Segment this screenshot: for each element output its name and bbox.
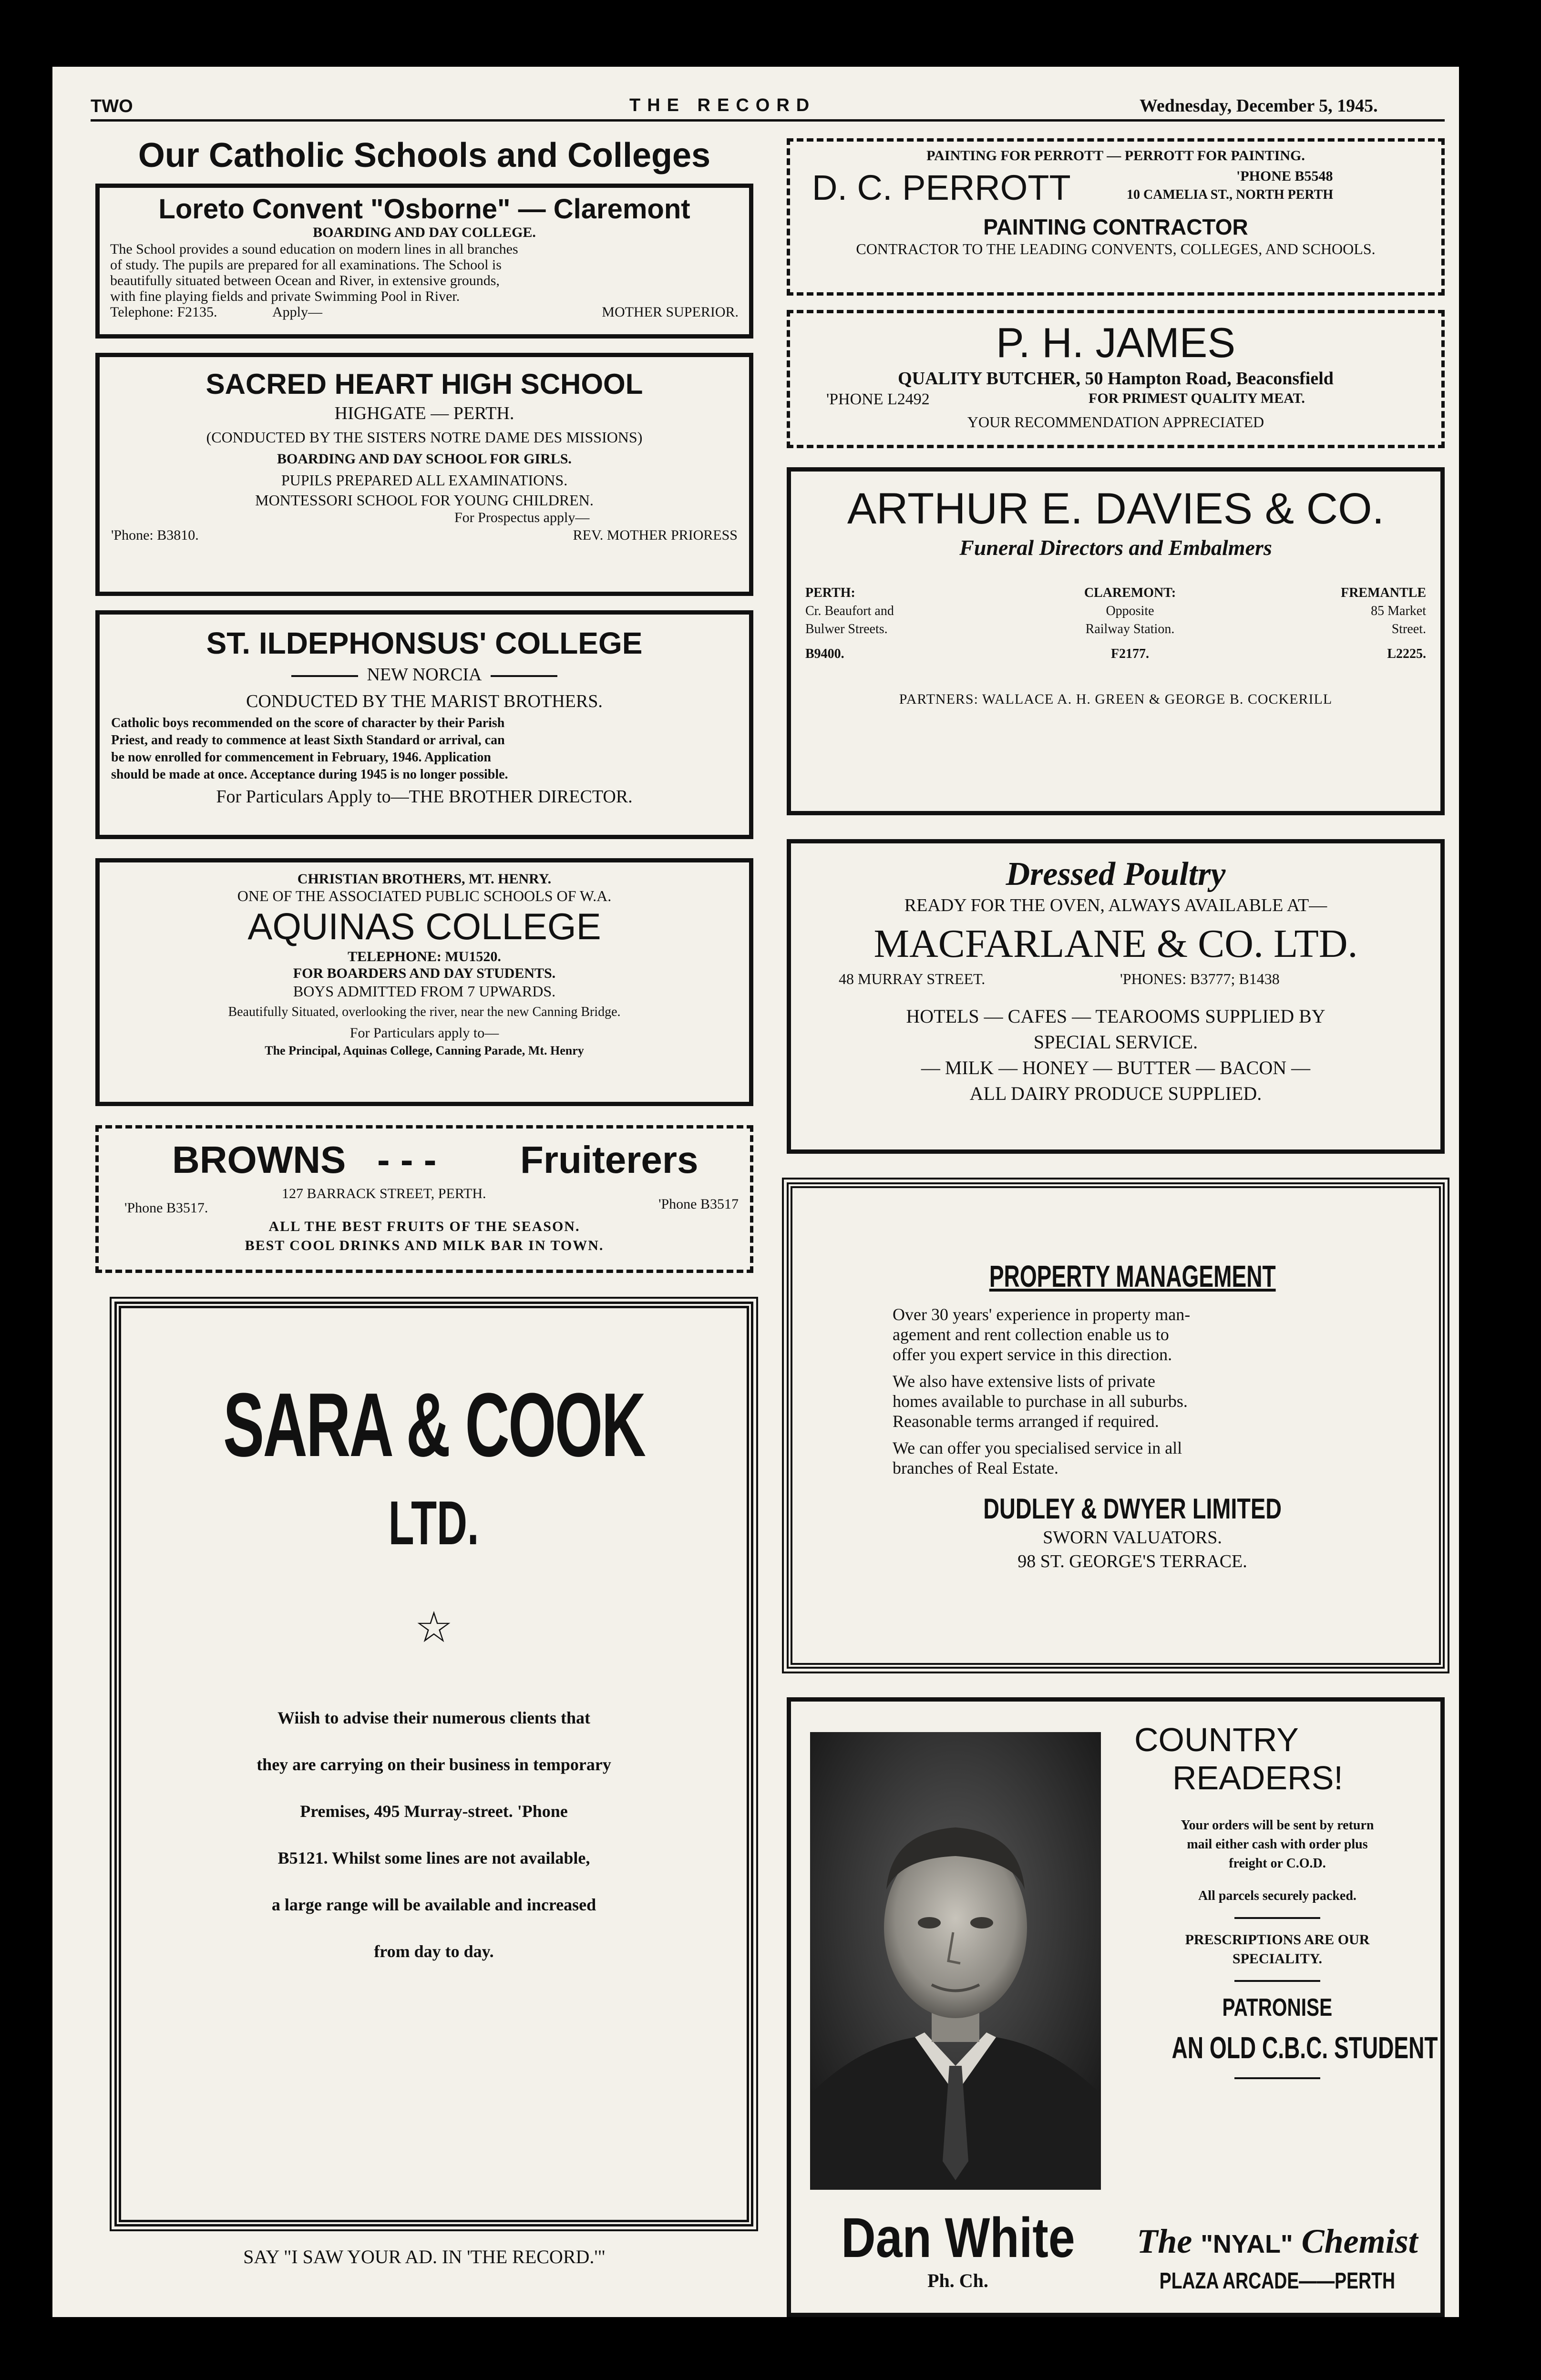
chemist-patronise-wrap xyxy=(1120,1993,1435,2022)
perrott-body: CONTRACTOR TO THE LEADING CONVENTS, COLLEGES, AND SCHOOLS. xyxy=(856,240,1376,257)
nyal-the: The xyxy=(1137,2222,1192,2260)
browns-address: 127 BARRACK STREET, PERTH. xyxy=(282,1186,486,1201)
aquinas-ad xyxy=(95,858,753,1106)
sara-cook-name-wrap xyxy=(121,1375,747,1480)
property-company xyxy=(893,1492,1372,1526)
divider xyxy=(1234,1917,1320,1919)
browns-ad xyxy=(95,1125,753,1273)
branch-address: Opposite xyxy=(1106,604,1154,618)
branch-name: PERTH: xyxy=(805,585,855,600)
property-title-text: PROPERTY MANAGEMENT xyxy=(989,1259,1276,1293)
loreto-body xyxy=(110,241,739,304)
davies-branch-fremantle xyxy=(1312,584,1426,663)
newspaper-page xyxy=(52,67,1459,2317)
property-line: agement and rent collection enable us to xyxy=(893,1325,1169,1344)
chemist-name-wrap xyxy=(805,2207,1110,2269)
sacred-heart-ad xyxy=(95,353,753,596)
chemist-name-block xyxy=(805,2207,1110,2293)
schools-heading: Our Catholic Schools and Colleges xyxy=(138,136,711,174)
chemist-country: COUNTRY xyxy=(1134,1721,1299,1758)
prescriptions-line: SPECIALITY. xyxy=(1232,1951,1323,1967)
loreto-line: beautifully situated between Ocean and River, in extensive grounds, xyxy=(110,273,500,288)
nyal-block xyxy=(1120,2221,1435,2296)
chemist-qual: Ph. Ch. xyxy=(927,2270,988,2291)
loreto-line: with fine playing fields and private Swimming Pool in River. xyxy=(110,288,460,304)
property-line: We can offer you specialised service in all xyxy=(893,1438,1182,1457)
ildephonsus-title: ST. ILDEPHONSUS' COLLEGE xyxy=(206,626,643,660)
sara-cook-text xyxy=(121,1675,747,1975)
branch-address: Bulwer Streets. xyxy=(805,622,888,636)
chemist-copy xyxy=(1120,1721,1438,2091)
perrott-top: PAINTING FOR PERROTT — PERROTT FOR PAINTING. xyxy=(926,148,1305,164)
ildephonsus-conducted: CONDUCTED BY THE MARIST BROTHERS. xyxy=(246,691,603,711)
chemist-name: Dan White xyxy=(841,2206,1075,2269)
aquinas-apply: For Particulars apply to— xyxy=(349,1025,499,1041)
sara-cook-line: a large range will be available and increased xyxy=(271,1895,596,1914)
sara-cook-line: B5121. Whilst some lines are not available, xyxy=(277,1848,590,1867)
sacred-heart-montessori: MONTESSORI SCHOOL FOR YOUNG CHILDREN. xyxy=(255,492,594,509)
poultry-special: SPECIAL SERVICE. xyxy=(1033,1031,1198,1053)
divider xyxy=(1234,2077,1320,2079)
branch-name: FREMANTLE xyxy=(1341,585,1426,600)
aquinas-boys: BOYS ADMITTED FROM 7 UPWARDS. xyxy=(293,983,556,1000)
loreto-apply: Apply— xyxy=(272,304,322,320)
aquinas-phone: TELEPHONE: MU1520. xyxy=(348,949,501,964)
james-line1: QUALITY BUTCHER, 50 Hampton Road, Beaconsfield xyxy=(898,369,1334,389)
property-para1 xyxy=(893,1304,1372,1364)
dash-rule xyxy=(491,675,557,677)
footer-slogan: SAY "I SAW YOUR AD. IN 'THE RECORD.'" xyxy=(243,2246,606,2267)
property-para2 xyxy=(893,1371,1372,1431)
portrait-photo xyxy=(810,1732,1101,2190)
perrott-trade: PAINTING CONTRACTOR xyxy=(983,215,1248,239)
sacred-heart-location: HIGHGATE — PERTH. xyxy=(334,403,514,423)
loreto-ad xyxy=(95,184,753,339)
loreto-phone: Telephone: F2135. xyxy=(110,304,217,320)
perrott-address: 10 CAMELIA ST., NORTH PERTH xyxy=(1127,187,1334,202)
davies-subtitle: Funeral Directors and Embalmers xyxy=(959,535,1272,560)
property-line: branches of Real Estate. xyxy=(893,1458,1058,1477)
property-ad xyxy=(787,1182,1445,1669)
james-name: P. H. JAMES xyxy=(996,319,1236,366)
poultry-milk: — MILK — HONEY — BUTTER — BACON — xyxy=(921,1057,1311,1078)
sacred-heart-pupils: PUPILS PREPARED ALL EXAMINATIONS. xyxy=(281,472,568,489)
star-icon: ☆ xyxy=(414,1602,453,1652)
nyal-line xyxy=(1120,2221,1435,2264)
property-line: Reasonable terms arranged if required. xyxy=(893,1412,1159,1431)
james-prime: FOR PRIMEST QUALITY MEAT. xyxy=(1089,390,1305,406)
aquinas-brothers: CHRISTIAN BROTHERS, MT. HENRY. xyxy=(297,871,552,887)
ildephonsus-line: should be made at once. Acceptance during 1945 is no longer possible. xyxy=(111,767,508,782)
branch-address: Railway Station. xyxy=(1085,622,1175,636)
poultry-dairy: ALL DAIRY PRODUCE SUPPLIED. xyxy=(969,1083,1262,1104)
chemist-student: AN OLD C.B.C. STUDENT xyxy=(1171,2031,1438,2065)
poultry-hotels: HOTELS — CAFES — TEAROOMS SUPPLIED BY xyxy=(906,1005,1325,1027)
sacred-heart-prospectus: For Prospectus apply— xyxy=(454,510,590,525)
aquinas-situated: Beautifully Situated, overlooking the river, near the new Canning Bridge. xyxy=(228,1005,621,1019)
aquinas-principal: The Principal, Aquinas College, Canning Parade, Mt. Henry xyxy=(265,1044,584,1057)
james-phone: 'PHONE L2492 xyxy=(826,390,930,408)
nyal-address: PLAZA ARCADE——PERTH xyxy=(1159,2268,1396,2294)
perrott-name: D. C. PERROTT xyxy=(812,168,1071,207)
property-valuators: SWORN VALUATORS. xyxy=(1043,1528,1222,1548)
browns-line1: ALL THE BEST FRUITS OF THE SEASON. xyxy=(268,1219,580,1234)
sara-cook-line: they are carrying on their business in temporary xyxy=(257,1755,611,1774)
poultry-ad xyxy=(787,839,1445,1154)
chemist-prescriptions xyxy=(1120,1930,1435,1969)
sacred-heart-type: BOARDING AND DAY SCHOOL FOR GIRLS. xyxy=(277,451,572,467)
ildephonsus-apply: For Particulars Apply to—THE BROTHER DIRECTOR. xyxy=(216,787,633,807)
branch-address: Cr. Beaufort and xyxy=(805,604,894,618)
prescriptions-line: PRESCRIPTIONS ARE OUR xyxy=(1185,1932,1370,1948)
poultry-company: MACFARLANE & CO. LTD. xyxy=(873,922,1358,966)
property-line: homes available to purchase in all suburbs. xyxy=(893,1392,1188,1411)
poultry-street: 48 MURRAY STREET. xyxy=(839,970,986,987)
chemist-ad xyxy=(787,1697,1445,2317)
property-line: Over 30 years' experience in property man- xyxy=(893,1305,1191,1324)
sacred-heart-title: SACRED HEART HIGH SCHOOL xyxy=(205,368,643,400)
chemist-patronise: PATRONISE xyxy=(1222,1994,1333,2021)
nyal-brand: "NYAL" xyxy=(1201,2230,1293,2258)
sara-cook-name: SARA & COOK xyxy=(223,1375,645,1476)
aquinas-boarders: FOR BOARDERS AND DAY STUDENTS. xyxy=(293,965,556,981)
chemist-readers: READERS! xyxy=(1172,1759,1343,1796)
perrott-phone: 'PHONE B5548 xyxy=(1236,168,1333,184)
dash-rule xyxy=(291,675,358,677)
page-number: TWO xyxy=(91,96,133,116)
property-line: We also have extensive lists of private xyxy=(893,1372,1155,1391)
branch-phone: B9400. xyxy=(805,646,844,661)
james-ad xyxy=(787,310,1445,448)
browns-name: BROWNS xyxy=(172,1139,346,1181)
branch-phone: F2177. xyxy=(1110,646,1150,661)
davies-branches xyxy=(805,584,1426,663)
poultry-ready: READY FOR THE OVEN, ALWAYS AVAILABLE AT— xyxy=(904,895,1327,915)
james-line3: YOUR RECOMMENDATION APPRECIATED xyxy=(967,413,1264,431)
orders-line: freight or C.O.D. xyxy=(1229,1856,1326,1871)
davies-ad xyxy=(787,467,1445,815)
loreto-signature: MOTHER SUPERIOR. xyxy=(602,304,739,320)
loreto-line: The School provides a sound education on modern lines in all branches xyxy=(110,241,518,257)
browns-phone-left: 'Phone B3517. xyxy=(124,1200,208,1216)
orders-line: Your orders will be sent by return xyxy=(1181,1818,1374,1833)
nyal-chemist: Chemist xyxy=(1301,2222,1418,2260)
branch-address: 85 Market xyxy=(1371,604,1426,618)
sara-cook-line: Wiish to advise their numerous clients that xyxy=(277,1708,591,1727)
davies-branch-perth xyxy=(805,584,948,663)
chemist-orders xyxy=(1120,1816,1435,1873)
sacred-heart-conducted: (CONDUCTED BY THE SISTERS NOTRE DAME DES MISSIONS) xyxy=(206,429,643,446)
property-company-text: DUDLEY & DWYER LIMITED xyxy=(983,1493,1282,1525)
sara-cook-ad xyxy=(114,1302,753,2226)
sara-cook-ltd: LTD. xyxy=(389,1488,479,1558)
sara-cook-line: Premises, 495 Murray-street. 'Phone xyxy=(300,1802,568,1821)
poultry-title: Dressed Poultry xyxy=(1006,856,1226,892)
ildephonsus-line: Priest, and ready to commence at least Sixth Standard or arrival, can xyxy=(111,733,505,748)
browns-dots: - - - xyxy=(377,1139,437,1181)
sacred-heart-signature: REV. MOTHER PRIORESS xyxy=(573,527,738,543)
branch-name: CLAREMONT: xyxy=(1084,585,1176,600)
ildephonsus-line: be now enrolled for commencement in February, 1946. Application xyxy=(111,750,491,765)
sara-cook-ltd-wrap xyxy=(121,1480,747,1580)
perrott-ad xyxy=(787,138,1445,296)
man-portrait-image xyxy=(810,1732,1101,2190)
ildephonsus-location: NEW NORCIA xyxy=(367,665,482,685)
ildephonsus-body xyxy=(111,715,738,783)
ildephonsus-line: Catholic boys recommended on the score of character by their Parish xyxy=(111,716,505,730)
branch-address: Street. xyxy=(1391,622,1426,636)
sara-cook-line: from day to day. xyxy=(374,1942,494,1961)
browns-line2: BEST COOL DRINKS AND MILK BAR IN TOWN. xyxy=(245,1238,604,1253)
davies-partners: PARTNERS: WALLACE A. H. GREEN & GEORGE B. COCKERILL xyxy=(899,691,1333,707)
orders-line: mail either cash with order plus xyxy=(1187,1837,1368,1852)
loreto-title: Loreto Convent "Osborne" — Claremont xyxy=(158,194,690,225)
issue-date: Wednesday, December 5, 1945. xyxy=(1140,96,1378,116)
sacred-heart-phone: 'Phone: B3810. xyxy=(111,527,199,543)
ildephonsus-location-row xyxy=(111,661,738,688)
property-line: offer you expert service in this direction. xyxy=(893,1345,1172,1364)
chemist-student-wrap xyxy=(1120,2030,1438,2066)
aquinas-association: ONE OF THE ASSOCIATED PUBLIC SCHOOLS OF W.A. xyxy=(237,887,612,904)
property-title xyxy=(893,1260,1372,1293)
property-address: 98 ST. GEORGE'S TERRACE. xyxy=(1017,1551,1247,1571)
masthead-rule xyxy=(91,119,1445,122)
davies-branch-claremont xyxy=(1039,584,1221,663)
davies-name: ARTHUR E. DAVIES & CO. xyxy=(847,484,1385,533)
property-para3 xyxy=(893,1438,1372,1478)
branch-phone: L2225. xyxy=(1387,646,1426,661)
poultry-phones: 'PHONES: B3777; B1438 xyxy=(1120,970,1280,987)
chemist-parcels: All parcels securely packed. xyxy=(1198,1888,1356,1903)
ildephonsus-ad xyxy=(95,610,753,839)
aquinas-title: AQUINAS COLLEGE xyxy=(247,905,601,947)
divider xyxy=(1234,1980,1320,1982)
loreto-line: of study. The pupils are prepared for all examinations. The School is xyxy=(110,257,502,273)
browns-phone-right: 'Phone B3517 xyxy=(658,1196,739,1212)
paper-title: THE RECORD xyxy=(629,95,816,115)
loreto-subtitle: BOARDING AND DAY COLLEGE. xyxy=(313,225,536,240)
browns-trade: Fruiterers xyxy=(520,1139,699,1181)
nyal-address-wrap xyxy=(1120,2267,1435,2296)
